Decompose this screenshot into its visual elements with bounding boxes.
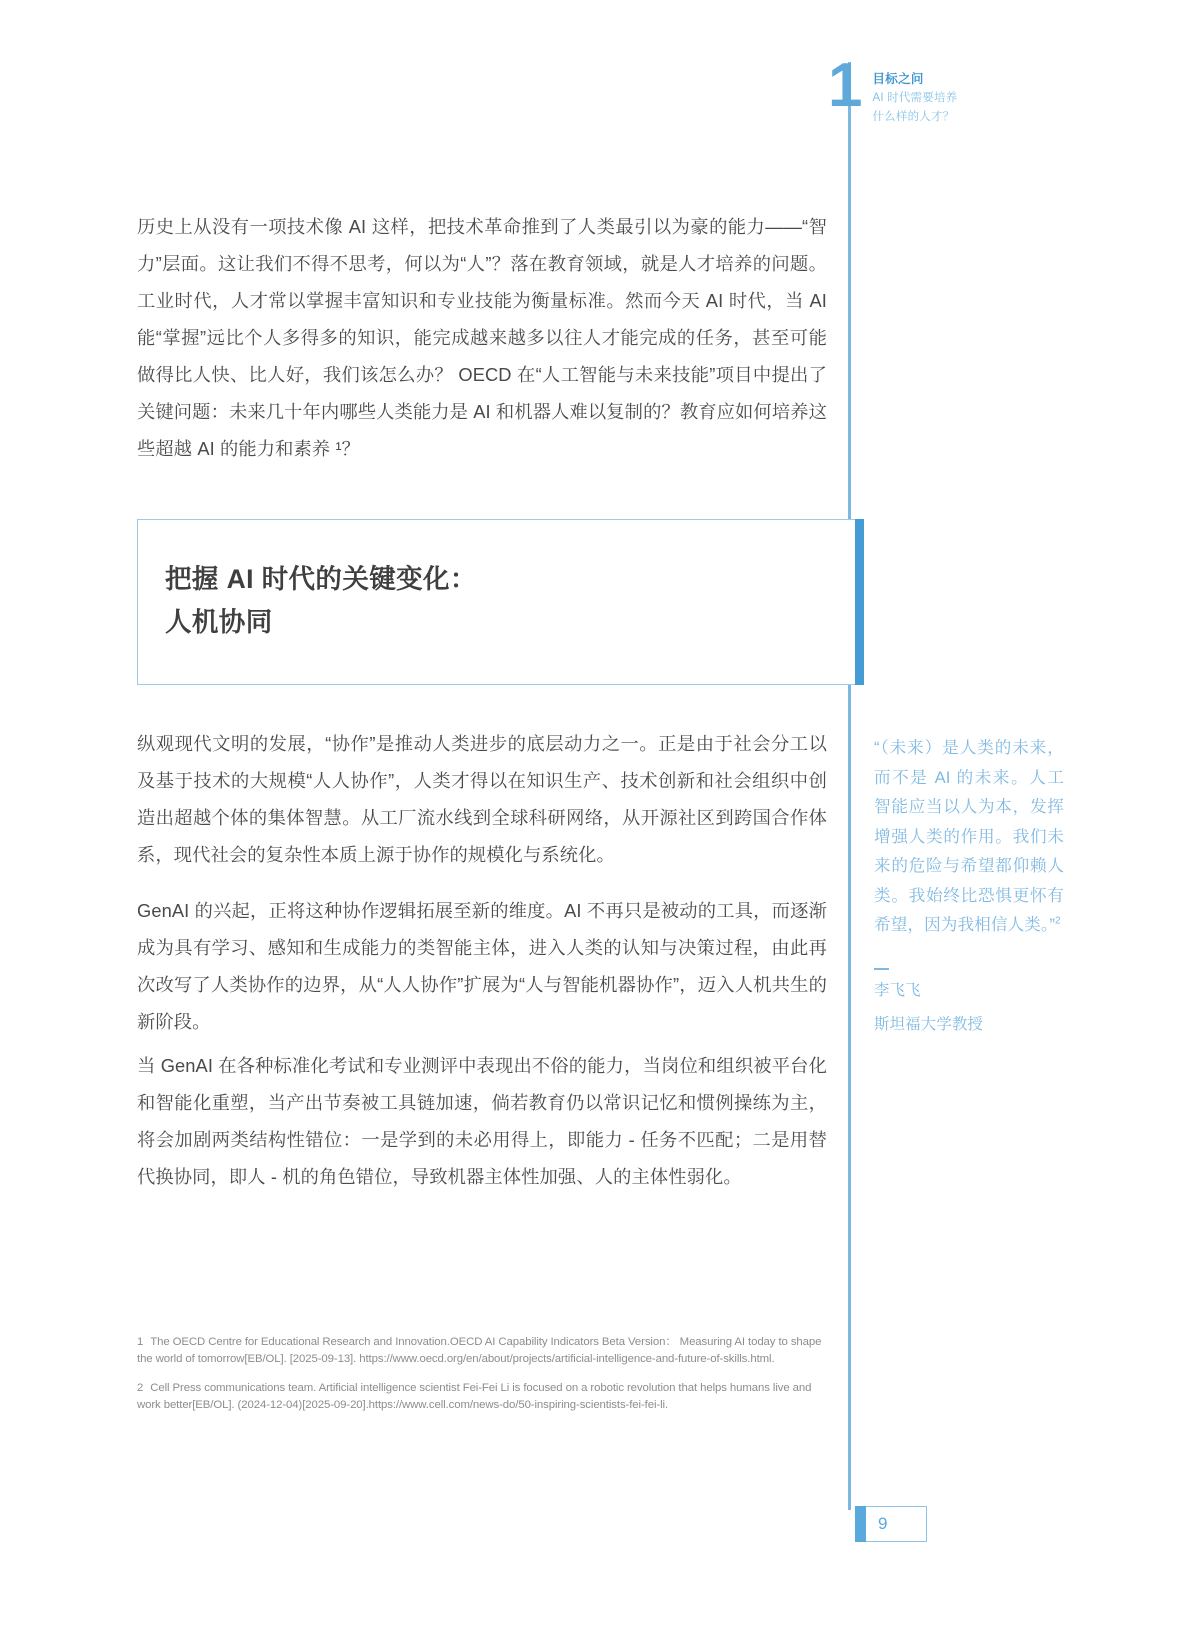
body-paragraph-b: GenAI 的兴起，正将这种协作逻辑拓展至新的维度。AI 不再只是被动的工具，而逐渐成为具有学习、感知和生成能力的类智能主体，进入人类的认知与决策过程，由此再次改写了人类协作的边界，从“人人协作”扩展为“人与智能机器协作”，迈入人机共生的新阶段。	[137, 900, 827, 1032]
footnote-number: 1	[137, 1336, 144, 1348]
column-divider-rule	[848, 62, 851, 1510]
footnote-text: The OECD Centre for Educational Research and Innovation.OECD AI Capability Indicators Beta Version： Measuring AI today to shape the world of tomorrow[EB/OL]. [2025-09-13]. https://www.oecd.org/en/about/projects/artificial-intelligence-and-future-of-skills.html.	[137, 1336, 822, 1366]
margin-quote-footnote-marker: 2	[1054, 915, 1061, 927]
margin-quote-text	[874, 733, 1064, 940]
section-heading-line-1: 把握 AI 时代的关键变化：	[165, 564, 477, 594]
chapter-number: 1	[828, 51, 861, 120]
footnote-text: Cell Press communications team. Artificial intelligence scientist Fei-Fei Li is focused on a robotic revolution that helps humans live and work better[EB/OL]. (2024-12-04)[2025-09-20].https://www.cell.com/news-do/50-inspiring-scientists-fei-fei-li.	[137, 1382, 812, 1412]
body-paragraph-c: 当 GenAI 在各种标准化考试和专业测评中表现出不俗的能力，当岗位和组织被平台化和智能化重塑，当产出节奏被工具链加速，倘若教育仍以常识记忆和惯例操练为主，将会加剧两类结构性错位：一是学到的未必用得上，即能力 - 任务不匹配；二是用替代换协同，即人 - 机的角色错位，导致机器主体性加强、人的主体性弱化。	[137, 1055, 827, 1187]
footnote-item	[137, 1334, 827, 1368]
section-heading-line-2: 人机协同	[165, 606, 273, 637]
margin-quote-block	[874, 733, 1064, 1038]
chapter-subtitle-line-1: AI 时代需要培养	[872, 92, 958, 105]
page-number-badge	[855, 1506, 927, 1542]
quote-attribution-name: 李飞飞	[874, 981, 921, 999]
section-heading-box	[137, 519, 855, 685]
chapter-title: 目标之问	[872, 72, 924, 86]
intro-paragraph: 历史上从没有一项技术像 AI 这样，把技术革命推到了人类最引以为豪的能力——“智力”层面。这让我们不得不思考，何以为“人”？落在教育领域，就是人才培养的问题。工业时代，人才常以掌握丰富知识和专业技能为衡量标准。然而今天 AI 时代，当 AI 能“掌握”远比个人多得多的知识，能完成越来越多以往人才能完成的任务，甚至可能做得比人快、比人好，我们该怎么办？ OECD 在“人工智能与未来技能”项目中提出了关键问题：未来几十年内哪些人类能力是 AI 和机器人难以复制的？教育应如何培养这些超越 AI 的能力和素养 ¹？	[137, 216, 827, 459]
body-paragraph-a: 纵观现代文明的发展，“协作”是推动人类进步的底层动力之一。正是由于社会分工以及基于技术的大规模“人人协作”，人类才得以在知识生产、技术创新和社会组织中创造出超越个体的集体智慧。从工厂流水线到全球科研网络，从开源社区到跨国合作体系，现代社会的复杂性本质上源于协作的规模化与系统化。	[137, 733, 827, 865]
quote-attribution-title: 斯坦福大学教授	[874, 1015, 984, 1033]
section-heading-text	[165, 558, 477, 644]
page-number: 9	[878, 1514, 888, 1533]
footnote-list	[137, 1334, 827, 1414]
footnote-number: 2	[137, 1382, 144, 1395]
chapter-title-group	[872, 70, 957, 127]
margin-quote-body: “（未来）是人类的未来，而不是 AI 的未来。人工智能应当以人为本，发挥增强人类的作用。我们未来的危险与希望都仰赖人类。我始终比恐惧更怀有希望，因为我相信人类。”	[874, 738, 1064, 935]
quote-attribution-rule	[874, 968, 889, 970]
chapter-header	[828, 51, 958, 127]
chapter-subtitle-line-2: 什么样的人才？	[872, 111, 955, 124]
footnote-item	[137, 1380, 827, 1414]
